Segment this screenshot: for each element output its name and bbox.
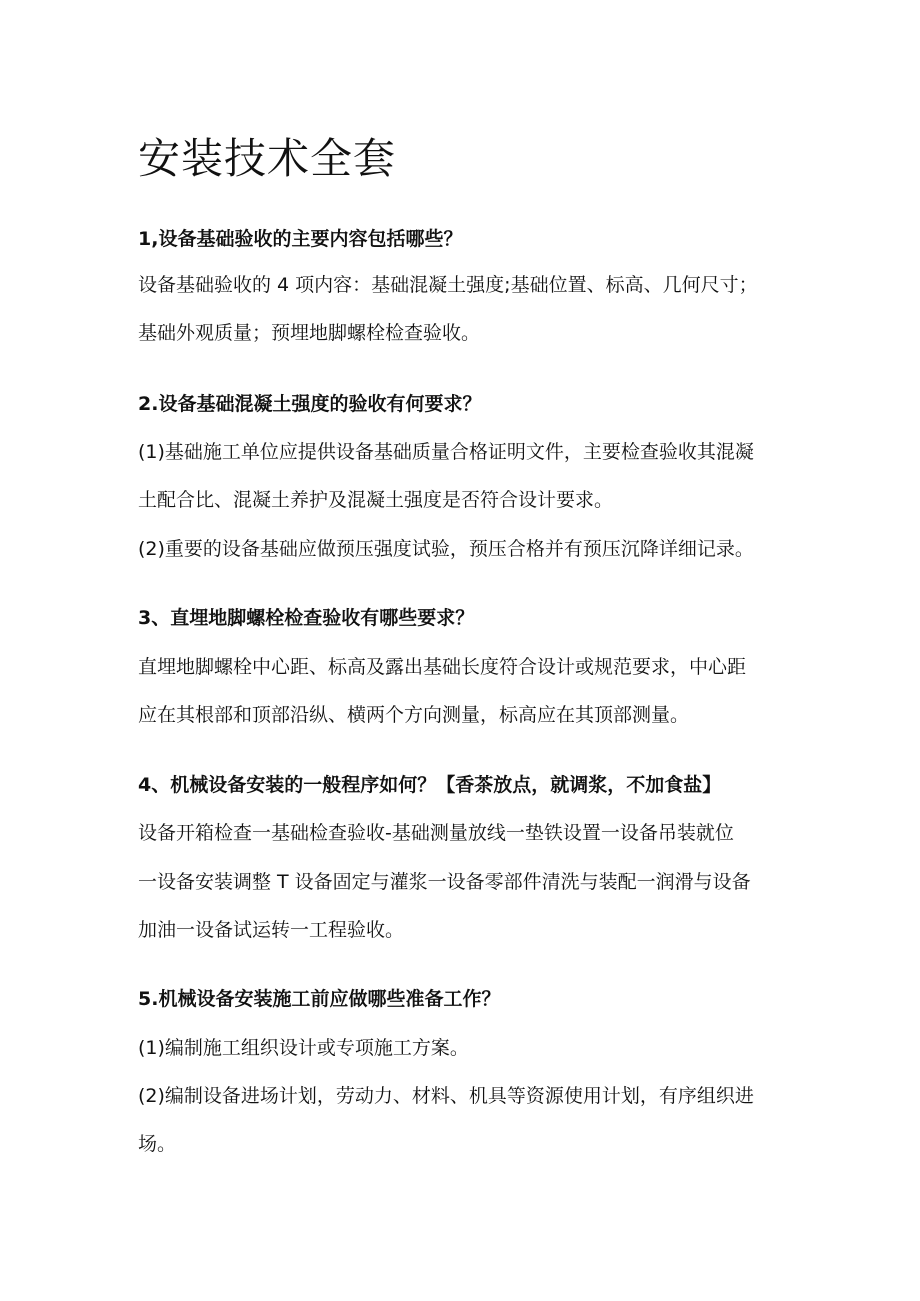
section-5-line-2: (2)编制设备进场计划，劳动力、材料、机具等资源使用计划，有序组织进 — [138, 1085, 754, 1107]
section-4-heading: 4、机械设备安装的一般程序如何？【香茶放点，就调浆，不加食盐】 — [138, 774, 722, 796]
section-2-line-3: (2)重要的设备基础应做预压强度试验，预压合格并有预压沉降详细记录。 — [138, 538, 754, 560]
section-2-line-2: 土配合比、混凝土养护及混凝土强度是否符合设计要求。 — [138, 489, 614, 511]
section-5-heading: 5.机械设备安装施工前应做哪些准备工作？ — [138, 988, 501, 1010]
page-title: 安装技术全套 — [138, 134, 397, 183]
section-4-line-3: 加油一设备试运转一工程验收。 — [138, 919, 405, 941]
section-1-line-1: 设备基础验收的 4 项内容：基础混凝土强度;基础位置、标高、几何尺寸； — [138, 274, 758, 296]
section-1-heading: 1,设备基础验收的主要内容包括哪些？ — [138, 228, 463, 250]
section-1-line-2: 基础外观质量；预埋地脚螺栓检查验收。 — [138, 322, 481, 344]
section-3-line-1: 直埋地脚螺栓中心距、标高及露出基础长度符合设计或规范要求，中心距 — [138, 656, 747, 678]
section-3-heading: 3、直埋地脚螺栓检查验收有哪些要求？ — [138, 607, 475, 629]
section-5-line-1: (1)编制施工组织设计或专项施工方案。 — [138, 1037, 469, 1059]
section-3-line-2: 应在其根部和顶部沿纵、横两个方向测量，标高应在其顶部测量。 — [138, 704, 690, 726]
section-2-line-1: (1)基础施工单位应提供设备基础质量合格证明文件，主要检查验收其混凝 — [138, 441, 754, 463]
section-2-heading: 2.设备基础混凝土强度的验收有何要求？ — [138, 393, 482, 415]
section-5-line-3: 场。 — [138, 1133, 177, 1155]
section-4-line-2: 一设备安装调整 T 设备固定与灌浆一设备零部件清洗与装配一润滑与设备 — [138, 871, 751, 893]
section-4-line-1: 设备开箱检查一基础检查验收-基础测量放线一垫铁设置一设备吊装就位 — [138, 822, 734, 844]
